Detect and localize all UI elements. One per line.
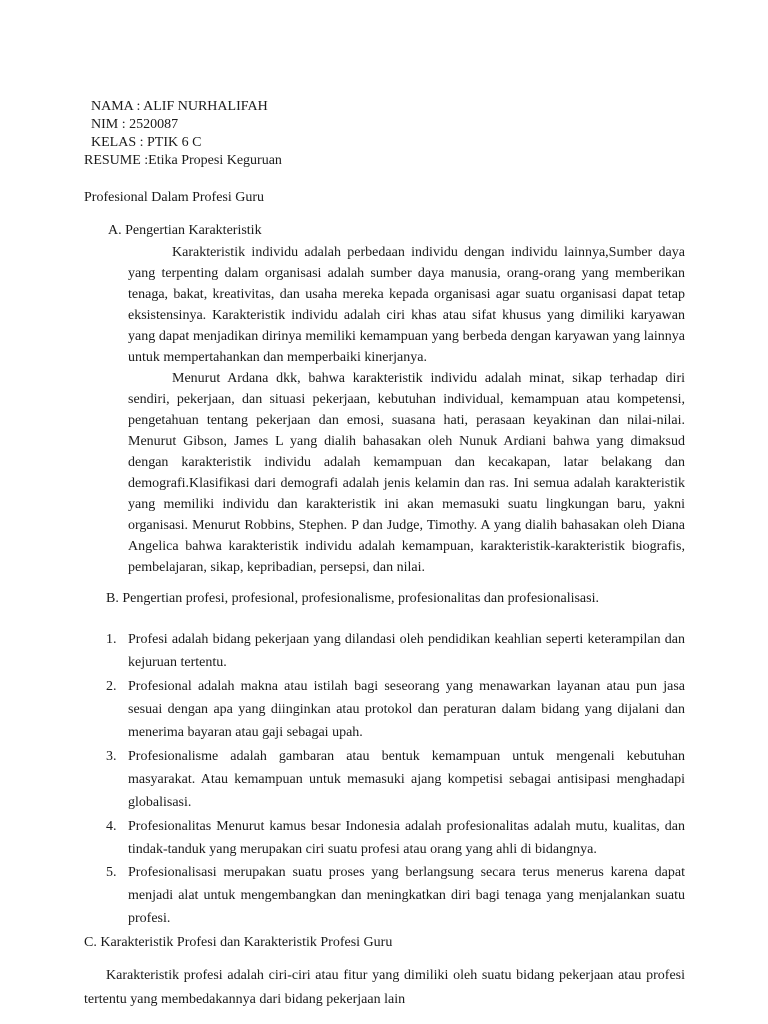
list-item-number: 2. (106, 679, 117, 694)
section-a-body (128, 242, 685, 578)
section-b-heading: B. Pengertian profesi, profesional, profesionalisme, profesionalitas dan profesionalisasi. (106, 591, 599, 606)
list-item-number: 4. (106, 819, 117, 834)
page-title: Profesional Dalam Profesi Guru (84, 190, 265, 205)
student-class: KELAS : PTIK 6 C (91, 135, 202, 150)
list-item-number: 3. (106, 749, 117, 764)
resume-title: RESUME :Etika Propesi Keguruan (84, 153, 282, 168)
list-item: Profesionalisme adalah gambaran atau bentuk kemampuan untuk mengenali kebutuhan masyarakat. Atau kemampuan untuk memasuki ajang kompetisi sebagai antisipasi menghadapi globalisasi. (128, 749, 685, 810)
section-c-paragraph: Karakteristik profesi adalah ciri-ciri atau fitur yang dimiliki oleh suatu bidang pekerjaan atau profesi tertentu yang membedakannya dari bidang pekerjaan lain (84, 968, 685, 1007)
list-item-number: 5. (106, 865, 117, 880)
section-c-heading: C. Karakteristik Profesi dan Karakteristik Profesi Guru (84, 935, 393, 950)
section-a-heading: A. Pengertian Karakteristik (108, 223, 262, 238)
list-item: Profesional adalah makna atau istilah bagi seseorang yang menawarkan layanan atau pun jasa sesuai dengan apa yang diinginkan atau protokol dan peraturan dalam bidang yang dijalani dan menerima bayaran atau gaji sebagai upah. (128, 679, 685, 740)
section-a-paragraph-2: Menurut Ardana dkk, bahwa karakteristik individu adalah minat, sikap terhadap diri sendiri, pekerjaan, dan situasi pekerjaan, kebutuhan individual, kemampuan atau kompetensi, pengetahuan tentang pekerjaan dan emosi, suasana hati, perasaan keyakinan dan nilai-nilai. Menurut Gibson, James L yang dialih bahasakan oleh Nunuk Ardiani bahwa yang dimaksud dengan karakteristik individu adalah kemampuan dan kecakapan, latar belakang dan demografi.Klasifikasi dari demografi adalah jenis kelamin dan ras. Ini semua adalah karakteristik yang memiliki individu dan karakteristik ini akan memasuki suatu lingkungan baru, yakni organisasi. Menurut Robbins, Stephen. P dan Judge, Timothy. A yang dialih bahasakan oleh Diana Angelica bahwa karakteristik individu adalah kemampuan, karakteristik-karakteristik biografis, pembelajaran, sikap, kepribadian, persepsi, dan nilai. (128, 371, 685, 575)
list-item: Profesionalitas Menurut kamus besar Indonesia adalah profesionalitas adalah mutu, kualitas, dan tindak-tanduk yang merupakan ciri suatu profesi atau orang yang ahli di bidangnya. (128, 819, 685, 857)
section-a-paragraph-1: Karakteristik individu adalah perbedaan individu dengan individu lainnya,Sumber daya yang terpenting dalam organisasi adalah sumber daya manusia, orang-orang yang memberikan tenaga, bakat, kreativitas, dan usaha mereka kepada organisasi agar suatu organisasi dapat tetap eksistensinya. Karakteristik individu adalah ciri khas atau sifat khusus yang dimiliki karyawan yang dapat menjadikan dirinya memiliki kemampuan yang berbeda dengan karyawan yang lainnya untuk mempertahankan dan memperbaiki kinerjanya. (128, 245, 685, 365)
list-item: Profesionalisasi merupakan suatu proses yang berlangsung secara terus menerus karena dapat menjadi alat untuk mengembangkan dan meningkatkan diri bagi tenaga yang menjalankan suatu profesi. (128, 865, 685, 926)
list-item: Profesi adalah bidang pekerjaan yang dilandasi oleh pendidikan keahlian seperti keterampilan dan kejuruan tertentu. (128, 632, 685, 670)
list-item-number: 1. (106, 632, 117, 647)
student-nim: NIM : 2520087 (91, 117, 179, 132)
student-name: NAMA : ALIF NURHALIFAH (91, 99, 268, 114)
